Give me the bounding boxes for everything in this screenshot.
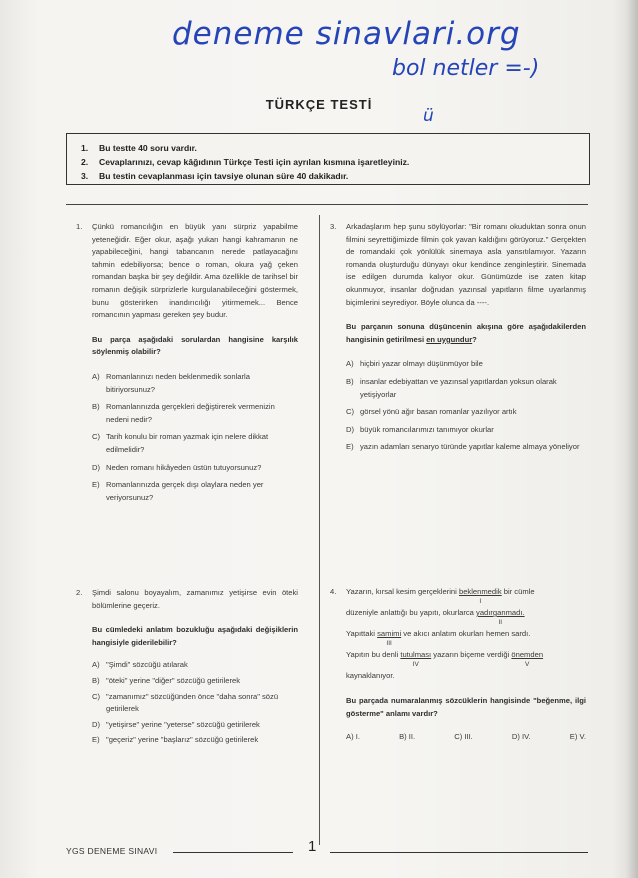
question-1 [76, 221, 298, 509]
column-divider [319, 215, 320, 845]
answer-option-a[interactable]: A) "Şimdi" sözcüğü atılarak [92, 660, 188, 670]
footer-rule [330, 852, 588, 853]
handwritten-smiley: ü [423, 106, 434, 126]
question-passage: Çünkü romancılığın en büyük yanı sürpriz yapabilme yeteneğidir. Eğer okur, aşağı yukarı hangi kahramanın ne yapabileceğini, hangi tabancanın nerede patlayacağını tahmin edebiliyorsa; bence o roman, okura yağ çeken romandan başka bir şey değildir. Ama özellikle de tarihsel bir romanın değişik sürprizlerle kurgulanabileceğini göstermek, bunu gösterirken inandırıcılığı yitirmemek... Bence romancının yapması gereken şey budur. [92, 222, 298, 320]
answer-option-a[interactable]: A) hiçbiri yazar olmayı düşünmüyor bile [346, 359, 483, 369]
answer-option-e[interactable]: E) yazın adamları senaryo türünde yapıtlar kaleme almaya yöneliyor [346, 442, 580, 452]
numeral-marker: I [479, 598, 482, 605]
numeral-marker: II [498, 619, 503, 626]
question-stem: Bu cümledeki anlatım bozukluğu aşağıdaki değişiklerin hangisiyle giderilebilir? [92, 625, 298, 647]
numeral-marker: III [386, 640, 392, 647]
handwritten-website: deneme sinavlari.org [172, 16, 521, 52]
answer-option-c[interactable]: C) "zamanımız" sözcüğünden önce "daha sonra" sözü getirilerek [92, 691, 279, 714]
footer-label: YGS DENEME SINAVI [66, 846, 158, 856]
answer-options [92, 659, 298, 747]
answer-option-b[interactable]: B) "öteki" yerine "diğer" sözcüğü getirilerek [92, 675, 241, 685]
sentence-line-1: Yazarın, kırsal kesim gerçeklerini beklenmedik I bir cümle [346, 585, 586, 606]
numeral-marker: V [525, 661, 530, 668]
question-passage: Arkadaşlarım hep şunu söylüyorlar: "Bir romanı okuduktan sonra onun filmini seyrettiğimizde filmin çok yavan kaldığını görüyoruz." Gerçekten de romandaki çok yönlülük sinemaya asla yansıtılamıyor. Yazarın romanda oluşturduğu dünyayı okur kendince zenginleştirir. Sinemada ise edilgen durumda kalıyor okur. Günümüzde ise zaten kitap okunmuyor, insanlar doğrudan yazınsal yapıtların filme uyarlanmış biçimlerini seyrediyor. Böyle olunca da ----. [346, 222, 586, 307]
answer-option-e[interactable]: E) "geçeriz" yerine "başlarız" sözcüğü getirilerek [92, 735, 259, 745]
answer-option-a[interactable]: A) I. [346, 732, 360, 741]
answer-option-c[interactable]: C) III. [454, 732, 473, 741]
question-stem: Bu parçada numaralanmış sözcüklerin hangisinde "beğenme, ilgi gösterme" anlamı vardır? [346, 696, 586, 718]
answer-option-e[interactable]: E) Romanlarınızda gerçek dışı olaylara neden yer veriyorsunuz? [92, 480, 264, 502]
scan-edge-shadow [626, 0, 638, 878]
instruction-item: 1. Bu testte 40 soru vardır. [81, 143, 197, 153]
answer-option-b[interactable]: B) insanlar edebiyattan ve yazınsal yapıtlardan yoksun olarak yetişiyorlar [346, 376, 557, 399]
numeral-marker: IV [412, 661, 419, 668]
instruction-item: 3. Bu testin cevaplanması için tavsiye olunan süre 40 dakikadır. [81, 171, 349, 181]
answer-option-e[interactable]: E) V. [569, 732, 586, 741]
answer-option-a[interactable]: A) Romanlarınızı neden beklenmedik sonlarla bitiriyorsunuz? [92, 371, 250, 394]
page-number: 1 [308, 838, 317, 855]
header-divider [66, 204, 588, 205]
sentence-line-4: Yapıtın bu denli tutulması IV yazarın biçeme verdiği önemden V [346, 648, 586, 669]
question-stem: Bu parçanın sonuna düşüncenin akışına göre aşağıdakilerden hangisinin getirilmesi en uygundur? [346, 322, 586, 344]
question-number: 4. [330, 587, 337, 596]
answer-option-d[interactable]: D) "yetişirse" yerine "yeterse" sözcüğü getirilerek [92, 719, 260, 729]
question-3 [330, 221, 586, 459]
answer-option-d[interactable]: D) IV. [511, 732, 531, 741]
question-number: 1. [76, 222, 83, 231]
answer-options [346, 358, 586, 454]
answer-options [92, 371, 298, 504]
question-number: 2. [76, 588, 83, 597]
question-4 [330, 585, 586, 743]
sentence-line-5: kaynaklanıyor. [346, 671, 395, 680]
answer-option-b[interactable]: B) Romanlarınızda gerçekleri değiştirerek vermenizin nedeni nedir? [92, 402, 275, 424]
answer-option-d[interactable]: D) Neden romanı hikâyeden üstün tutuyorsunuz? [92, 462, 262, 472]
question-2 [76, 587, 298, 750]
footer-rule [173, 852, 293, 853]
question-number: 3. [330, 222, 337, 231]
answer-option-b[interactable]: B) II. [399, 732, 416, 741]
answer-options [346, 730, 586, 743]
sentence-line-3: Yapıttaki samimi III ve akıcı anlatım okurları hemen sardı. [346, 627, 586, 648]
instruction-item: 2. Cevaplarınızı, cevap kâğıdının Türkçe Testi için ayrılan kısmına işaretleyiniz. [81, 157, 410, 167]
answer-option-d[interactable]: D) büyük romancılarımızı tanımıyor okurlar [346, 424, 494, 434]
instructions-box [66, 133, 590, 185]
question-stem: Bu parça aşağıdaki sorulardan hangisine karşılık söylenmiş olabilir? [92, 334, 298, 357]
test-title: TÜRKÇE TESTİ [265, 97, 373, 112]
answer-option-c[interactable]: C) Tarih konulu bir roman yazmak için nelere dikkat edilmelidir? [92, 432, 269, 454]
answer-option-c[interactable]: C) görsel yönü ağır basan romanlar yazılıyor artık [346, 407, 517, 417]
handwritten-greeting: bol netler =-) [392, 56, 540, 81]
question-passage: Şimdi salonu boyayalım, zamanımız yetişirse evin öteki bölümlerine geçeriz. [92, 588, 298, 610]
sentence-line-2: düzeniyle anlattığı bu yapıtı, okurlarca yadırganmadı. II [346, 606, 586, 627]
